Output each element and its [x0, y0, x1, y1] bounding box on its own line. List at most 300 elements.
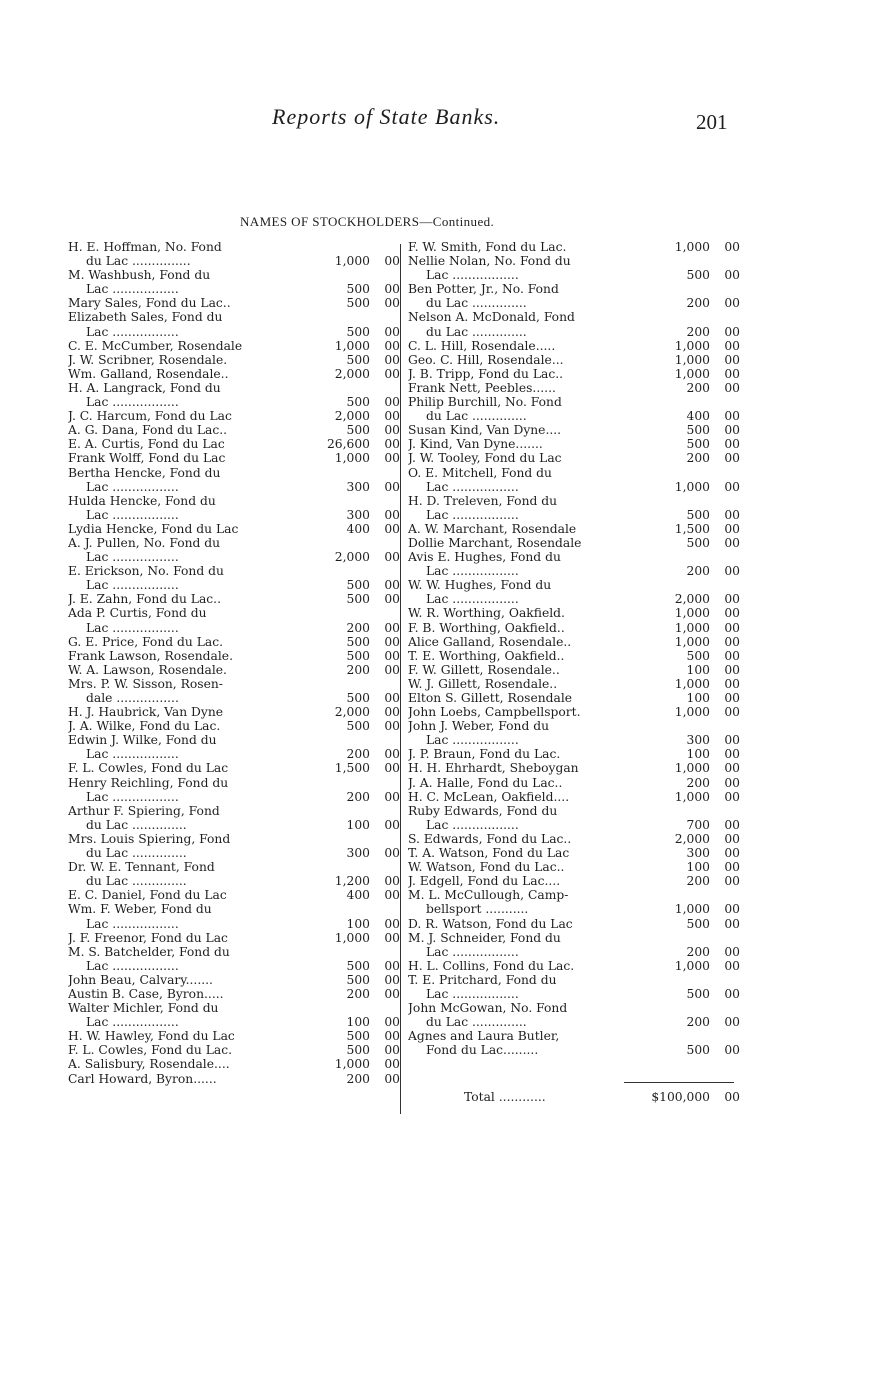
stockholder-name-line: Nellie Nolan, No. Fond du — [408, 254, 571, 269]
stock-cents: 00 — [384, 282, 400, 297]
stock-amount: 200 — [346, 986, 370, 1001]
stockholder-name — [408, 367, 640, 381]
stock-cents: 00 — [724, 902, 740, 917]
stockholder-name — [68, 705, 300, 719]
stockholder-entry — [68, 310, 400, 338]
stockholder-name-line: J. F. Freenor, Fond du Lac — [68, 930, 228, 945]
stockholder-name — [68, 761, 300, 775]
page-number: 201 — [696, 110, 728, 134]
stockholder-column-right — [408, 240, 740, 1057]
stockholder-name-line: Austin B. Case, Byron..... — [68, 986, 224, 1001]
stock-amount: 200 — [686, 775, 710, 790]
stockholder-name-line: A. W. Marchant, Rosendale — [408, 521, 577, 536]
stock-cents: 00 — [724, 1043, 740, 1058]
stockholder-entry — [68, 804, 400, 832]
stockholder-name-line: du Lac .............. — [86, 874, 187, 889]
stock-cents: 00 — [724, 564, 740, 579]
stockholder-name — [408, 931, 640, 959]
stockholder-entry — [408, 466, 740, 494]
stockholder-entry — [68, 733, 400, 761]
stock-cents: 00 — [384, 1015, 400, 1030]
stockholder-name-line: Elton S. Gillett, Rosendale — [408, 691, 573, 705]
stockholder-name — [408, 353, 640, 367]
stockholder-name — [68, 776, 300, 804]
stockholder-entry — [408, 451, 740, 465]
stockholder-name — [68, 296, 300, 310]
stock-cents: 00 — [384, 958, 400, 973]
stock-amount: 500 — [686, 535, 710, 550]
stockholder-name — [68, 1029, 300, 1043]
stockholder-name — [68, 1057, 300, 1071]
stock-amount: 200 — [686, 1015, 710, 1030]
stockholder-entry — [408, 621, 740, 635]
stockholder-name-line: Walter Michler, Fond du — [68, 1001, 219, 1016]
stockholder-name-line: du Lac .............. — [426, 296, 527, 311]
stock-cents: 00 — [384, 451, 400, 466]
stockholder-name — [68, 367, 300, 381]
stockholder-name — [408, 649, 640, 663]
stockholder-name-line: Lac ................. — [86, 916, 179, 931]
stock-cents: 00 — [724, 606, 740, 621]
stockholder-name-line: Wm. Galland, Rosendale.. — [68, 366, 229, 381]
stock-amount: 100 — [346, 1015, 370, 1030]
stock-amount: 1,000 — [674, 620, 710, 635]
stock-cents: 00 — [724, 352, 740, 367]
stockholder-name-line: Dollie Marchant, Rosendale — [408, 535, 582, 550]
stock-amount: 500 — [686, 437, 710, 452]
stockholder-entry — [68, 860, 400, 888]
stock-amount: 400 — [346, 888, 370, 903]
stock-amount: 500 — [346, 423, 370, 438]
stockholder-entry — [408, 874, 740, 888]
stockholder-entry — [408, 705, 740, 719]
stockholder-entry — [68, 761, 400, 775]
stock-cents: 00 — [384, 972, 400, 987]
stockholder-entry — [408, 578, 740, 606]
stockholder-entry — [68, 437, 400, 451]
stockholder-name — [68, 437, 300, 451]
stockholder-name-line: Lac ................. — [86, 620, 179, 635]
stockholder-name — [68, 1043, 300, 1057]
stock-amount: 2,000 — [334, 366, 370, 381]
stockholder-name — [408, 832, 640, 846]
stock-amount: 500 — [346, 1029, 370, 1044]
section-heading: NAMES OF STOCKHOLDERS—Continued. — [240, 214, 495, 229]
total-amount: $100,000 — [651, 1090, 710, 1104]
stock-cents: 00 — [384, 930, 400, 945]
stockholder-name — [408, 973, 640, 1001]
stock-cents: 00 — [724, 789, 740, 804]
stock-amount: 1,000 — [674, 240, 710, 254]
stockholder-name — [408, 790, 640, 804]
stock-amount: 500 — [346, 691, 370, 705]
stockholder-entry — [408, 254, 740, 282]
stock-amount: 500 — [686, 423, 710, 438]
stockholder-entry — [408, 310, 740, 338]
stockholder-name — [68, 381, 300, 409]
stockholder-name-line: T. E. Pritchard, Fond du — [408, 972, 557, 987]
stockholder-name-line: J. E. Zahn, Fond du Lac.. — [68, 592, 221, 607]
stockholder-name — [408, 536, 640, 550]
stock-amount: 500 — [346, 395, 370, 410]
stock-cents: 00 — [724, 1015, 740, 1030]
stock-amount: 1,000 — [334, 254, 370, 269]
stockholder-name — [408, 804, 640, 832]
stock-amount: 1,000 — [334, 451, 370, 466]
stockholder-entry — [68, 423, 400, 437]
stock-amount: 26,600 — [326, 437, 370, 452]
stockholder-name-line: Henry Reichling, Fond du — [68, 775, 229, 790]
stockholder-name — [68, 945, 300, 973]
stock-amount: 1,000 — [674, 338, 710, 353]
stockholder-name — [68, 240, 300, 268]
stockholder-entry — [68, 649, 400, 663]
stockholder-name-line: Mary Sales, Fond du Lac.. — [68, 296, 231, 311]
stockholder-entry — [68, 409, 400, 423]
stock-cents: 00 — [724, 634, 740, 649]
stockholder-entry — [68, 663, 400, 677]
stockholder-name — [68, 466, 300, 494]
stock-cents: 00 — [384, 507, 400, 522]
stockholder-name — [68, 649, 300, 663]
stock-amount: 500 — [346, 592, 370, 607]
stockholder-name-line: du Lac .............. — [426, 409, 527, 424]
stockholder-name — [408, 705, 640, 719]
total-cents: 00 — [724, 1090, 740, 1104]
stockholder-name-line: Lac ................. — [86, 507, 179, 522]
stockholder-entry — [68, 494, 400, 522]
stock-cents: 00 — [384, 437, 400, 452]
stock-cents: 00 — [724, 423, 740, 438]
stockholder-entry — [68, 1043, 400, 1057]
stockholder-name — [68, 1072, 300, 1086]
stockholder-name-line: Nelson A. McDonald, Fond — [408, 310, 575, 325]
stock-cents: 00 — [724, 986, 740, 1001]
stock-cents: 00 — [724, 747, 740, 762]
stock-amount: 1,500 — [334, 761, 370, 776]
stock-amount: 1,000 — [334, 338, 370, 353]
stock-cents: 00 — [384, 648, 400, 663]
stockholder-name-line: Elizabeth Sales, Fond du — [68, 310, 223, 325]
stock-amount: 1,000 — [674, 606, 710, 621]
stock-cents: 00 — [724, 944, 740, 959]
stockholder-name — [408, 437, 640, 451]
stockholder-entry — [68, 1001, 400, 1029]
stock-amount: 500 — [686, 507, 710, 522]
stock-amount: 500 — [346, 282, 370, 297]
stockholder-entry — [68, 888, 400, 902]
stockholder-entry — [408, 522, 740, 536]
stock-amount: 100 — [346, 916, 370, 931]
stockholder-name — [68, 606, 300, 634]
stockholder-entry — [68, 945, 400, 973]
stock-amount: 1,200 — [334, 874, 370, 889]
stockholder-name-line: John McGowan, No. Fond — [408, 1001, 568, 1016]
stock-amount: 1,000 — [334, 1057, 370, 1072]
stock-amount: 500 — [346, 578, 370, 593]
stockholder-name-line: Lac ................. — [426, 479, 519, 494]
stock-amount: 100 — [686, 662, 710, 677]
stockholder-name-line: du Lac .............. — [86, 817, 187, 832]
stockholder-name — [68, 832, 300, 860]
stockholder-name — [408, 339, 640, 353]
stock-cents: 00 — [384, 634, 400, 649]
stockholder-name — [408, 691, 640, 705]
total-rule — [624, 1082, 734, 1083]
stockholder-name-line: J. Edgell, Fond du Lac.... — [408, 874, 561, 889]
stockholder-name-line: W. A. Lawson, Rosendale. — [68, 662, 227, 677]
stockholder-name — [408, 888, 640, 916]
column-divider — [400, 244, 401, 1114]
stock-amount: 200 — [686, 874, 710, 889]
stock-cents: 00 — [384, 592, 400, 607]
stockholder-name — [408, 874, 640, 888]
stockholder-name — [68, 860, 300, 888]
stock-cents: 00 — [384, 789, 400, 804]
stockholder-name-line: Edwin J. Wilke, Fond du — [68, 733, 217, 748]
stockholder-name-line: H. J. Haubrick, Van Dyne — [68, 705, 224, 720]
stockholder-name-line: T. E. Worthing, Oakfield.. — [408, 648, 565, 663]
stock-cents: 00 — [724, 479, 740, 494]
stockholder-name-line: Frank Wolff, Fond du Lac — [68, 451, 226, 466]
stock-cents: 00 — [384, 352, 400, 367]
stockholder-name-line: Hulda Hencke, Fond du — [68, 493, 216, 508]
stock-cents: 00 — [384, 324, 400, 339]
stockholder-entry — [68, 987, 400, 1001]
stockholder-entry — [68, 719, 400, 733]
stockholder-name-line: J. W. Tooley, Fond du Lac — [408, 451, 562, 466]
stockholder-name-line: T. A. Watson, Fond du Lac — [408, 846, 570, 861]
stock-cents: 00 — [384, 1057, 400, 1072]
stockholder-name — [408, 254, 640, 282]
stockholder-name — [408, 621, 640, 635]
stockholder-entry — [68, 902, 400, 930]
stock-cents: 00 — [724, 268, 740, 283]
stockholder-name — [408, 1001, 640, 1029]
stockholder-entry — [408, 888, 740, 916]
stockholder-name-line: C. E. McCumber, Rosendale — [68, 338, 243, 353]
stockholder-name-line: Lac ................. — [86, 479, 179, 494]
stockholder-name-line: E. A. Curtis, Fond du Lac — [68, 437, 225, 452]
stockholder-name-line: Lac ................. — [86, 324, 179, 339]
stock-amount: 200 — [686, 451, 710, 466]
stockholder-name — [68, 931, 300, 945]
stock-amount: 500 — [346, 296, 370, 311]
stock-amount: 700 — [686, 817, 710, 832]
stockholder-entry — [408, 959, 740, 973]
stockholder-name — [408, 846, 640, 860]
stockholder-entry — [408, 832, 740, 846]
stock-amount: 100 — [346, 817, 370, 832]
stockholder-name-line: Lac ................. — [86, 1015, 179, 1030]
stockholder-entry — [68, 564, 400, 592]
stock-amount: 1,000 — [674, 366, 710, 381]
stock-cents: 00 — [724, 761, 740, 776]
stock-amount: 300 — [346, 507, 370, 522]
stock-amount: 1,500 — [674, 521, 710, 536]
stockholder-name-line: du Lac .............. — [426, 1015, 527, 1030]
stockholder-entry — [68, 451, 400, 465]
stockholder-entry — [408, 494, 740, 522]
stockholder-name — [408, 917, 640, 931]
stock-amount: 200 — [686, 380, 710, 395]
stockholder-entry — [408, 437, 740, 451]
stockholder-name-line: J. B. Tripp, Fond du Lac.. — [408, 366, 564, 381]
stockholder-entry — [68, 973, 400, 987]
stock-amount: 500 — [346, 719, 370, 734]
stockholder-entry — [68, 296, 400, 310]
stockholder-entry — [408, 804, 740, 832]
stockholder-name-line: H. H. Ehrhardt, Sheboygan — [408, 761, 579, 776]
stockholder-name — [68, 536, 300, 564]
running-header-title: Reports of State Banks. — [272, 104, 501, 129]
stockholder-name-line: Lac ................. — [426, 507, 519, 522]
stockholder-name-line: F. B. Worthing, Oakfield.. — [408, 620, 565, 635]
stockholder-name-line: Ruby Edwards, Fond du — [408, 803, 558, 818]
stockholder-name — [408, 522, 640, 536]
stockholder-name-line: S. Edwards, Fond du Lac.. — [408, 831, 572, 846]
stockholder-entry — [408, 973, 740, 1001]
stockholder-entry — [68, 635, 400, 649]
stock-amount: 2,000 — [334, 409, 370, 424]
stockholder-name — [408, 381, 640, 395]
stockholder-name-line: bellsport ........... — [426, 902, 529, 917]
stockholder-name — [408, 550, 640, 578]
stockholder-name — [68, 339, 300, 353]
stockholder-name-line: Lac ................. — [426, 564, 519, 579]
stockholder-name-line: M. Washbush, Fond du — [68, 268, 211, 283]
stock-cents: 00 — [724, 451, 740, 466]
stock-amount: 2,000 — [674, 592, 710, 607]
stockholder-name-line: Avis E. Hughes, Fond du — [408, 550, 561, 565]
stock-cents: 00 — [384, 916, 400, 931]
stockholder-entry — [408, 536, 740, 550]
stockholder-name-line: John Loebs, Campbellsport. — [408, 705, 581, 720]
stock-cents: 00 — [724, 366, 740, 381]
stockholder-entry — [68, 832, 400, 860]
stockholder-name — [408, 578, 640, 606]
stock-amount: 500 — [686, 268, 710, 283]
stock-amount: 500 — [346, 1043, 370, 1058]
stock-amount: 1,000 — [674, 958, 710, 973]
stockholder-name — [408, 747, 640, 761]
stock-cents: 00 — [384, 747, 400, 762]
stockholder-name — [68, 592, 300, 606]
stock-amount: 200 — [346, 1071, 370, 1086]
stock-amount: 200 — [346, 620, 370, 635]
stockholder-name — [68, 663, 300, 677]
stock-cents: 00 — [384, 409, 400, 424]
stockholder-name-line: Ada P. Curtis, Fond du — [68, 606, 207, 621]
stock-cents: 00 — [724, 817, 740, 832]
stockholder-entry — [408, 395, 740, 423]
stockholder-entry — [408, 367, 740, 381]
stockholder-name-line: J. A. Halle, Fond du Lac.. — [408, 775, 563, 790]
stockholder-name — [408, 635, 640, 649]
stockholder-name-line: Lac ................. — [86, 395, 179, 410]
stockholder-name-line: Lac ................. — [426, 733, 519, 748]
stockholder-name — [68, 268, 300, 296]
stockholder-name — [68, 1001, 300, 1029]
stockholder-entry — [68, 268, 400, 296]
stockholder-name — [408, 761, 640, 775]
stockholder-name-line: J. C. Harcum, Fond du Lac — [68, 409, 232, 424]
stockholder-name — [68, 522, 300, 536]
stockholder-name — [408, 776, 640, 790]
stockholder-name-line: Lac ................. — [426, 944, 519, 959]
stockholder-name-line: Dr. W. E. Tennant, Fond — [68, 860, 215, 875]
stock-cents: 00 — [384, 521, 400, 536]
stockholder-name-line: Lac ................. — [426, 592, 519, 607]
stockholder-name — [68, 804, 300, 832]
stock-cents: 00 — [724, 507, 740, 522]
stockholder-entry — [408, 282, 740, 310]
stock-cents: 00 — [724, 296, 740, 311]
stockholder-name-line: Ben Potter, Jr., No. Fond — [408, 282, 559, 297]
stockholder-name-line: A. Salisbury, Rosendale.... — [68, 1057, 230, 1072]
stockholder-entry — [408, 719, 740, 747]
stockholder-name — [408, 451, 640, 465]
stockholder-entry — [408, 381, 740, 395]
stock-amount: 500 — [346, 634, 370, 649]
stock-cents: 00 — [724, 874, 740, 889]
stockholder-name-line: W. R. Worthing, Oakfield. — [408, 606, 565, 621]
stock-amount: 1,000 — [674, 902, 710, 917]
stockholder-name-line: F. L. Cowles, Fond du Lac — [68, 761, 229, 776]
stockholder-name — [68, 564, 300, 592]
stockholder-name — [68, 494, 300, 522]
stockholder-name — [408, 423, 640, 437]
stock-cents: 00 — [724, 521, 740, 536]
stockholder-name — [68, 902, 300, 930]
stock-cents: 00 — [724, 733, 740, 748]
stockholder-name-line: J. Kind, Van Dyne....... — [408, 437, 543, 452]
stock-cents: 00 — [724, 620, 740, 635]
stock-amount: 100 — [686, 691, 710, 705]
stockholder-entry — [408, 635, 740, 649]
stockholder-entry — [68, 592, 400, 606]
stock-cents: 00 — [724, 846, 740, 861]
stockholder-name-line: Alice Galland, Rosendale.. — [408, 634, 572, 649]
stock-cents: 00 — [724, 831, 740, 846]
stock-cents: 00 — [384, 1043, 400, 1058]
stock-cents: 00 — [724, 860, 740, 875]
stockholder-name — [68, 451, 300, 465]
stockholder-name-line: F. W. Gillett, Rosendale.. — [408, 662, 560, 677]
stock-cents: 00 — [384, 874, 400, 889]
stockholder-name-line: Arthur F. Spiering, Fond — [68, 803, 220, 818]
stock-cents: 00 — [384, 691, 400, 705]
stockholder-name-line: Frank Lawson, Rosendale. — [68, 648, 233, 663]
stockholder-entry — [408, 240, 740, 254]
stock-amount: 500 — [686, 648, 710, 663]
stock-amount: 1,000 — [674, 761, 710, 776]
stock-amount: 1,000 — [674, 676, 710, 691]
stockholder-entry — [68, 1057, 400, 1071]
stockholder-entry — [408, 776, 740, 790]
stockholder-name — [408, 860, 640, 874]
stockholder-name-line: Susan Kind, Van Dyne.... — [408, 423, 562, 438]
stock-amount: 200 — [686, 944, 710, 959]
stockholder-name-line: Lac ................. — [86, 550, 179, 565]
stockholder-entry — [68, 466, 400, 494]
stockholder-name-line: Lac ................. — [86, 282, 179, 297]
stock-amount: 300 — [346, 846, 370, 861]
stockholder-entry — [68, 606, 400, 634]
stockholder-name — [68, 719, 300, 733]
stockholder-name-line: Carl Howard, Byron...... — [68, 1071, 217, 1086]
stock-cents: 00 — [384, 662, 400, 677]
